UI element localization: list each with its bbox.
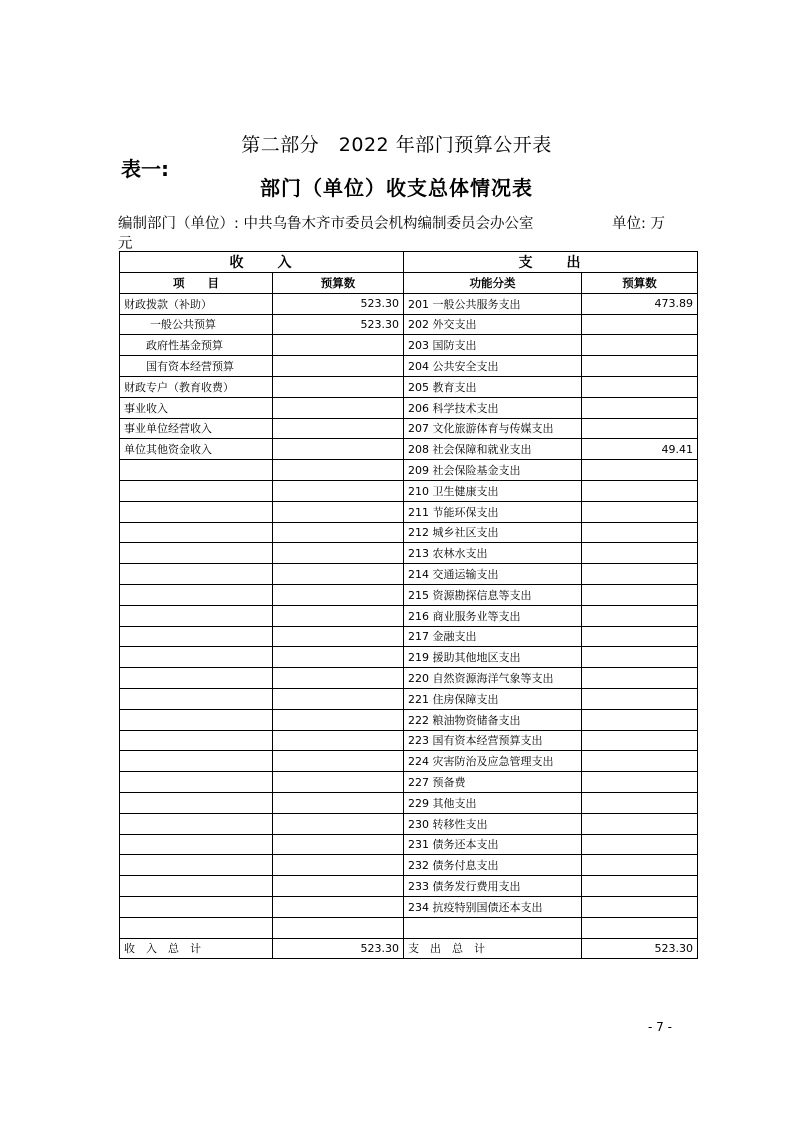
table-row [120,418,698,439]
expense-amount-cell [582,709,698,730]
expense-item-cell: 230 转移性支出 [404,813,582,834]
totals-row [120,938,698,959]
income-item-cell: 事业单位经营收入 [120,418,273,439]
expense-amount-cell [582,688,698,709]
expense-amount-cell [582,896,698,917]
table-row [120,439,698,460]
table-row [120,376,698,397]
expense-item-cell: 206 科学技术支出 [404,397,582,418]
table-row [120,709,698,730]
table-row [120,896,698,917]
income-amount-cell [273,605,404,626]
table-row [120,772,698,793]
table-row [120,647,698,668]
expense-item-cell: 204 公共安全支出 [404,356,582,377]
expense-amount-cell [582,792,698,813]
table-title: 部门（单位）收支总体情况表 [260,176,533,200]
expense-item-cell: 210 卫生健康支出 [404,480,582,501]
expense-item-cell: 216 商业服务业等支出 [404,605,582,626]
expense-amount-cell [582,584,698,605]
expense-item-cell: 205 教育支出 [404,376,582,397]
expense-item-cell: 219 援助其他地区支出 [404,647,582,668]
expense-item-cell: 208 社会保障和就业支出 [404,439,582,460]
income-amount-cell [273,480,404,501]
expense-item-cell: 234 抗疫特别国债还本支出 [404,896,582,917]
expense-amount-cell [582,855,698,876]
income-amount-cell [273,792,404,813]
income-amount-cell [273,397,404,418]
expense-amount-cell [582,376,698,397]
income-item-cell [120,584,273,605]
income-amount-cell [273,709,404,730]
expense-item-cell: 229 其他支出 [404,792,582,813]
income-amount-cell [273,772,404,793]
expense-amount-cell [582,751,698,772]
income-amount-cell [273,855,404,876]
table-row [120,335,698,356]
income-item-cell [120,564,273,585]
expense-item-cell: 212 城乡社区支出 [404,522,582,543]
income-budget-column-header: 预算数 [273,273,404,294]
income-item-cell [120,896,273,917]
expense-amount-cell [582,813,698,834]
expense-item-cell: 209 社会保险基金支出 [404,460,582,481]
expense-item-cell: 222 粮油物资储备支出 [404,709,582,730]
income-amount-cell [273,688,404,709]
income-item-cell: 事业收入 [120,397,273,418]
income-item-cell [120,792,273,813]
income-amount-cell [273,543,404,564]
income-item-cell [120,855,273,876]
income-amount-cell [273,876,404,897]
table-row [120,668,698,689]
income-item-cell [120,813,273,834]
income-amount-cell [273,626,404,647]
income-item-cell: 一般公共预算 [120,314,273,335]
expense-amount-cell [582,730,698,751]
income-item-cell [120,917,273,938]
expense-amount-cell [582,356,698,377]
income-item-cell: 财政专户（教育收费） [120,376,273,397]
income-item-cell [120,626,273,647]
expense-item-cell: 214 交通运输支出 [404,564,582,585]
income-amount-cell [273,460,404,481]
income-item-cell [120,709,273,730]
expense-amount-cell [582,314,698,335]
expense-amount-cell [582,605,698,626]
table-row [120,834,698,855]
income-item-cell [120,688,273,709]
income-amount-cell [273,917,404,938]
expense-item-cell: 227 预备费 [404,772,582,793]
table-row [120,314,698,335]
expense-amount-cell [582,668,698,689]
income-amount-cell [273,896,404,917]
income-amount-cell [273,564,404,585]
expense-amount-cell [582,876,698,897]
table-row [120,522,698,543]
expense-item-cell: 202 外交支出 [404,314,582,335]
income-amount-cell [273,522,404,543]
income-item-cell: 政府性基金预算 [120,335,273,356]
income-item-cell [120,730,273,751]
income-amount-cell [273,751,404,772]
expense-item-cell: 221 住房保障支出 [404,688,582,709]
expense-amount-cell: 473.89 [582,293,698,314]
compiling-department: 编制部门（单位）: 中共乌鲁木齐市委员会机构编制委员会办公室 [118,216,534,232]
table-row [120,917,698,938]
expense-header: 支 出 [404,252,698,273]
income-item-cell [120,772,273,793]
table-row [120,730,698,751]
expense-item-cell: 213 农林水支出 [404,543,582,564]
expense-item-cell: 211 节能环保支出 [404,501,582,522]
table-row [120,751,698,772]
table-row [120,293,698,314]
expense-item-cell: 233 债务发行费用支出 [404,876,582,897]
expense-item-cell: 201 一般公共服务支出 [404,293,582,314]
expense-item-cell: 224 灾害防治及应急管理支出 [404,751,582,772]
budget-table [119,251,698,959]
income-item-cell [120,480,273,501]
income-total-label: 收 入 总 计 [120,938,273,959]
income-item-cell [120,501,273,522]
table-row [120,626,698,647]
table-row [120,605,698,626]
income-amount-cell [273,376,404,397]
income-item-cell [120,460,273,481]
income-header: 收 入 [120,252,404,273]
table-row [120,792,698,813]
income-item-cell [120,668,273,689]
expense-amount-cell [582,480,698,501]
expense-total-value: 523.30 [582,938,698,959]
expense-amount-cell [582,418,698,439]
income-item-cell [120,834,273,855]
income-item-cell [120,522,273,543]
income-item-cell [120,751,273,772]
expense-item-cell [404,917,582,938]
income-amount-cell [273,439,404,460]
expense-item-cell: 220 自然资源海洋气象等支出 [404,668,582,689]
income-item-cell: 国有资本经营预算 [120,356,273,377]
income-item-cell: 财政拨款（补助） [120,293,273,314]
table-header-main [120,252,698,273]
income-item-cell: 单位其他资金收入 [120,439,273,460]
table-row [120,460,698,481]
income-amount-cell [273,418,404,439]
income-amount-cell [273,584,404,605]
expense-amount-cell [582,772,698,793]
expense-amount-cell [582,543,698,564]
table-row [120,356,698,377]
table-row [120,480,698,501]
item-column-header: 项 目 [120,273,273,294]
section-title: 第二部分 2022 年部门预算公开表 [241,134,552,156]
table-row [120,501,698,522]
expense-item-cell: 203 国防支出 [404,335,582,356]
expense-amount-cell [582,917,698,938]
income-total-value: 523.30 [273,938,404,959]
income-amount-cell [273,647,404,668]
income-item-cell [120,647,273,668]
table-label: 表一: [121,157,169,181]
income-item-cell [120,876,273,897]
table-row [120,876,698,897]
expense-amount-cell [582,522,698,543]
expense-budget-column-header: 预算数 [582,273,698,294]
unit-label-continued: 元 [118,236,133,252]
table-row [120,813,698,834]
expense-amount-cell [582,501,698,522]
income-amount-cell [273,834,404,855]
expense-total-label: 支 出 总 计 [404,938,582,959]
expense-amount-cell: 49.41 [582,439,698,460]
expense-item-cell: 217 金融支出 [404,626,582,647]
expense-item-cell: 232 债务付息支出 [404,855,582,876]
income-amount-cell [273,668,404,689]
expense-item-cell: 207 文化旅游体育与传媒支出 [404,418,582,439]
table-row [120,688,698,709]
income-amount-cell [273,730,404,751]
income-item-cell [120,543,273,564]
expense-item-cell: 215 资源勘探信息等支出 [404,584,582,605]
table-row [120,584,698,605]
income-amount-cell [273,501,404,522]
income-item-cell [120,605,273,626]
page-number: - 7 - [648,1020,672,1034]
income-amount-cell [273,813,404,834]
expense-amount-cell [582,564,698,585]
expense-item-cell: 223 国有资本经营预算支出 [404,730,582,751]
expense-amount-cell [582,460,698,481]
function-class-column-header: 功能分类 [404,273,582,294]
expense-amount-cell [582,335,698,356]
table-row [120,564,698,585]
expense-item-cell: 231 债务还本支出 [404,834,582,855]
table-header-sub [120,273,698,294]
income-amount-cell [273,335,404,356]
unit-label: 单位: 万 [612,216,665,232]
income-amount-cell [273,356,404,377]
expense-amount-cell [582,834,698,855]
expense-amount-cell [582,397,698,418]
income-amount-cell: 523.30 [273,293,404,314]
table-row [120,855,698,876]
table-row [120,397,698,418]
expense-amount-cell [582,647,698,668]
expense-amount-cell [582,626,698,647]
table-row [120,543,698,564]
income-amount-cell: 523.30 [273,314,404,335]
